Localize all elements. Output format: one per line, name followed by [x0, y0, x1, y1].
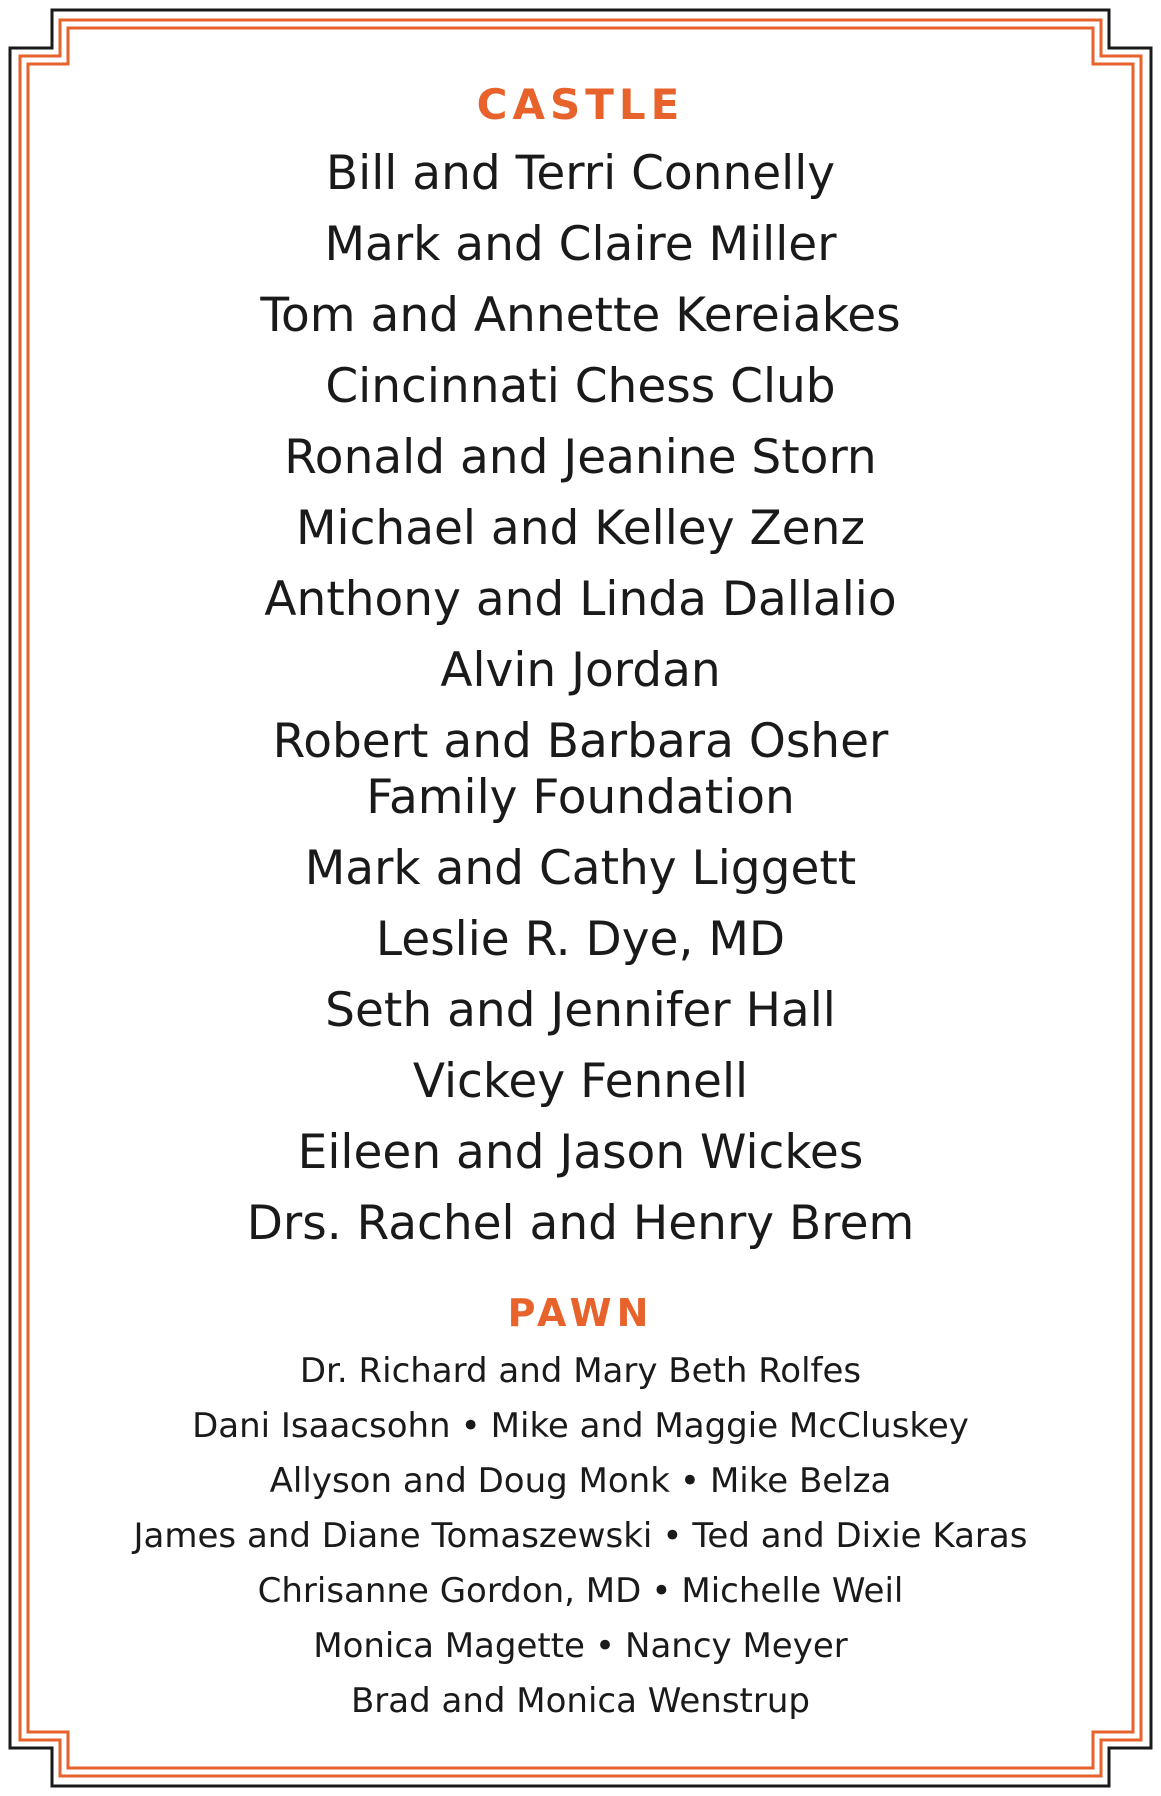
castle-donor: Alvin Jordan	[440, 643, 721, 698]
castle-donor: Anthony and Linda Dallalio	[264, 572, 897, 627]
castle-donor: Leslie R. Dye, MD	[375, 912, 786, 967]
castle-donor: Robert and Barbara Osher Family Foundation	[272, 714, 889, 825]
pawn-donor: Dani Isaacsohn	[192, 1406, 451, 1446]
pawn-donor: Mike and Maggie McCluskey	[490, 1406, 969, 1446]
castle-donor: Michael and Kelley Zenz	[295, 501, 866, 556]
pawn-line	[40, 1564, 1121, 1619]
pawn-donor: Michelle Weil	[681, 1571, 904, 1611]
pawn-donor: Dr. Richard and Mary Beth Rolfes	[299, 1351, 862, 1391]
pawn-line	[40, 1399, 1121, 1454]
pawn-donor: Mike Belza	[709, 1461, 892, 1501]
pawn-line	[40, 1454, 1121, 1509]
pawn-donor: Allyson and Doug Monk	[269, 1461, 670, 1501]
pawn-donor: Monica Magette	[313, 1626, 585, 1666]
bullet-separator: •	[679, 1461, 700, 1501]
castle-donor: Seth and Jennifer Hall	[325, 983, 836, 1038]
pawn-donor: Nancy Meyer	[625, 1626, 848, 1666]
castle-donor: Eileen and Jason Wickes	[297, 1125, 864, 1180]
pawn-line	[40, 1509, 1121, 1564]
castle-donor: Tom and Annette Kereiakes	[260, 288, 901, 343]
castle-donor: Vickey Fennell	[412, 1054, 749, 1109]
pawn-donor-list	[40, 1344, 1121, 1729]
pawn-line	[40, 1619, 1121, 1674]
castle-donor: Ronald and Jeanine Storn	[284, 430, 877, 485]
pawn-heading: PAWN	[507, 1291, 654, 1335]
pawn-donor: James and Diane Tomaszewski	[133, 1516, 653, 1556]
castle-donor: Bill and Terri Connelly	[325, 146, 836, 201]
bullet-separator: •	[460, 1406, 481, 1446]
castle-donor: Cincinnati Chess Club	[325, 359, 836, 414]
castle-donor-list	[40, 146, 1121, 1267]
pawn-donor: Chrisanne Gordon, MD	[257, 1571, 642, 1611]
bullet-separator: •	[662, 1516, 683, 1556]
castle-donor: Drs. Rachel and Henry Brem	[246, 1196, 915, 1251]
pawn-line	[40, 1344, 1121, 1399]
pawn-donor: Ted and Dixie Karas	[692, 1516, 1028, 1556]
castle-heading: CASTLE	[476, 80, 685, 129]
bullet-separator: •	[651, 1571, 672, 1611]
bullet-separator: •	[594, 1626, 616, 1666]
pawn-line	[40, 1674, 1121, 1729]
pawn-donor: Brad and Monica Wenstrup	[350, 1681, 811, 1721]
castle-donor: Mark and Cathy Liggett	[304, 841, 857, 896]
castle-donor: Mark and Claire Miller	[324, 217, 837, 272]
